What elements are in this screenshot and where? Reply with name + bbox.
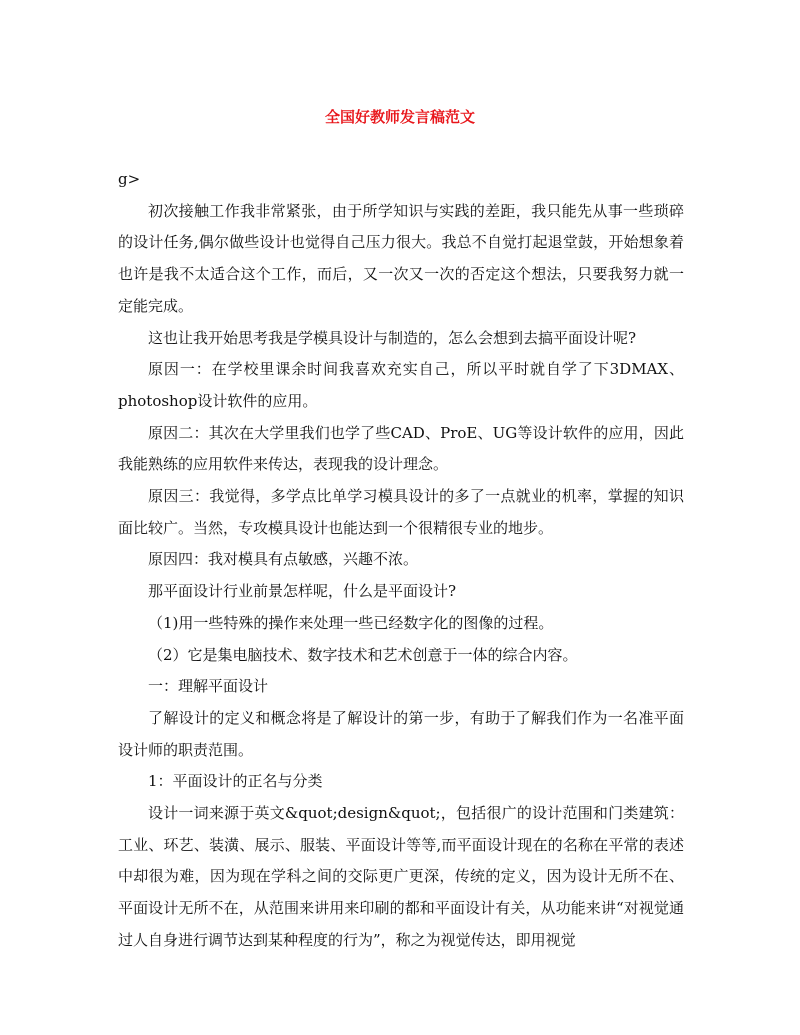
list-item: （1)用一些特殊的操作来处理一些已经数字化的图像的过程。: [148, 613, 554, 632]
paragraph: 原因四：我对模具有点敏感，兴趣不浓。: [148, 550, 419, 569]
paragraph: 原因一：在学校里课余时间我喜欢充实自己，所以平时就自学了下3DMAX、photoshop设计软件的应用。: [118, 360, 684, 410]
paragraph: 初次接触工作我非常紧张，由于所学知识与实践的差距，我只能先从事一些琐碎的设计任务,偶尔做些设计也觉得自己压力很大。我总不自觉打起退堂鼓，开始想象着也许是我不太适合这个工作，而后，又一次又一次的否定这个想法，只要我努力就一定能完成。: [118, 201, 684, 315]
lead-fragment: g>: [118, 170, 141, 188]
subsection-heading: 1：平面设计的正名与分类: [148, 772, 323, 791]
document-body: [118, 164, 684, 957]
paragraph: 这也让我开始思考我是学模具设计与制造的，怎么会想到去搞平面设计呢?: [148, 328, 637, 347]
paragraph: 那平面设计行业前景怎样呢，什么是平面设计?: [148, 582, 457, 601]
section-heading: 一：理解平面设计: [148, 677, 269, 696]
paragraph: 原因二：其次在大学里我们也学了些CAD、ProE、UG等设计软件的应用，因此我能熟练的应用软件来传达，表现我的设计理念。: [118, 423, 684, 474]
document-title: 全国好教师发言稿范文: [324, 108, 475, 126]
paragraph: 设计一词来源于英文&quot;design&quot;，包括很广的设计范围和门类建筑：工业、环艺、装潢、展示、服装、平面设计等等,而平面设计现在的名称在平常的表述中却很为难，因为现在学科之间的交际更广更深，传统的定义，因为设计无所不在、平面设计无所不在，从范围来讲用来印刷的都和平面设计有关，从功能来讲“对视觉通过人自身进行调节达到某种程度的行为”，称之为视觉传达，即用视觉: [118, 804, 684, 949]
paragraph: 了解设计的定义和概念将是了解设计的第一步，有助于了解我们作为一名准平面设计师的职责范围。: [118, 708, 684, 759]
list-item: （2）它是集电脑技术、数字技术和艺术创意于一体的综合内容。: [148, 645, 578, 664]
paragraph: 原因三：我觉得，多学点比单学习模具设计的多了一点就业的机率，掌握的知识面比较广。当然，专攻模具设计也能达到一个很精很专业的地步。: [118, 487, 684, 537]
